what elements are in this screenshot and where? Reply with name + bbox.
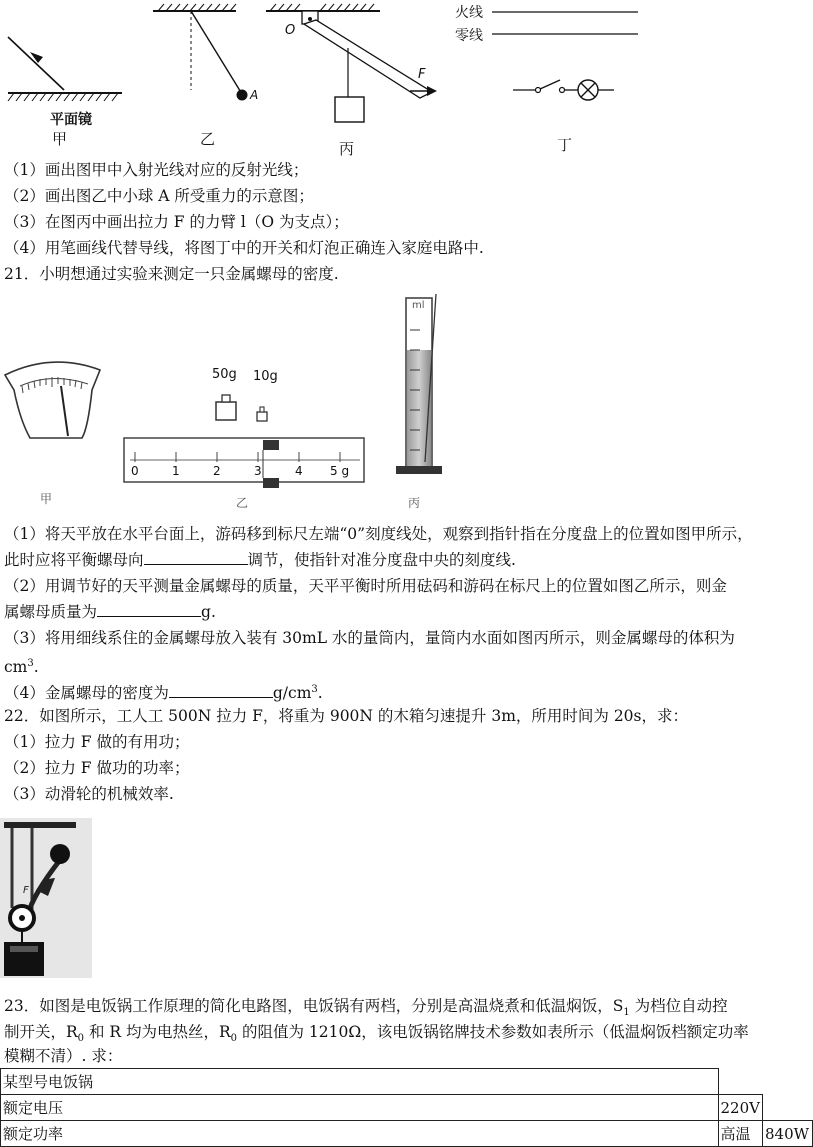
q21-p2-line-b [4, 602, 216, 622]
graduated-cylinder [396, 294, 442, 474]
q20-line-2: （2）画出图乙中小球 A 所受重力的示意图； [4, 187, 314, 205]
table-row [1, 1069, 813, 1095]
q23-l1-sub: 1 [623, 1007, 630, 1019]
figure-label-jia-21: 甲 [40, 492, 53, 506]
figure-label-jia: 甲 [52, 130, 68, 148]
scale-tick-1: 1 [172, 464, 180, 478]
direction-blank[interactable] [144, 550, 248, 565]
scale-tick-0: 0 [131, 464, 139, 478]
q21-p4-pre: （4）金属螺母的密度为 [4, 684, 169, 703]
q23-l2-sub1: 0 [77, 1033, 85, 1045]
q21-p3-unit: cm [4, 658, 28, 677]
q21-p3-sup: 3 [27, 658, 34, 669]
density-blank[interactable] [169, 683, 273, 698]
mirror-caption: 平面镜 [50, 112, 92, 128]
circuit-figure [492, 12, 638, 100]
q23-l2-c: 的阻值为 1210Ω，该电饭锅铭牌技术参数如表所示（低温焖饭档额定功率 [237, 1023, 749, 1041]
q22-line-2: （2）拉力 F 做功的功率； [4, 759, 190, 777]
q23-l1-pre: 23．如图是电饭锅工作原理的简化电路图，电饭锅有两档，分别是高温烧煮和低温焖饭，S [4, 997, 624, 1015]
voltage-value-cell: 220V [718, 1095, 762, 1121]
q23-line-3: 模糊不清）. 求： [4, 1047, 123, 1065]
power-value-cell: 840W [762, 1121, 812, 1147]
q21-p3-end: . [33, 658, 39, 677]
model-cell: 某型号电饭锅 [1, 1069, 719, 1095]
q21-p4-end: . [317, 684, 323, 703]
scale-tick-5: 5 g [330, 464, 350, 478]
q21-p4-line [4, 680, 323, 703]
q21-p1-pre: 此时应将平衡螺母向 [4, 551, 144, 569]
scale-tick-2: 2 [213, 464, 221, 478]
top-figures [0, 0, 813, 160]
live-wire-label: 火线 [455, 5, 483, 21]
q21-p4-post: g/cm [272, 684, 312, 703]
table-row [1, 1095, 813, 1121]
spec-table [0, 1068, 813, 1147]
table-row [1, 1121, 813, 1147]
figure-label-yi: 乙 [200, 130, 216, 148]
q20-line-4: （4）用笔画线代替导线，将图丁中的开关和灯泡正确连入家庭电路中. [4, 239, 484, 257]
q20-line-1: （1）画出图甲中入射光线对应的反射光线； [4, 161, 309, 179]
pulley-force-label: F [23, 885, 29, 896]
q23-l2-a: 制开关，R [4, 1023, 78, 1041]
figure-label-bing: 丙 [339, 140, 355, 158]
lever-figure [266, 4, 437, 122]
voltage-label-cell: 额定电压 [1, 1095, 719, 1121]
scale-tick-3: 3 [254, 464, 262, 478]
force-f-label: F [418, 67, 426, 82]
q22-line-1: （1）拉力 F 做的有用功； [4, 733, 190, 751]
weight-50g-label: 50g [212, 367, 237, 382]
q22-line-3: （3）动滑轮的机械效率. [4, 785, 174, 803]
figure-label-bing-21: 丙 [408, 496, 421, 510]
q20-line-3: （3）在图丙中画出拉力 F 的力臂 l（O 为支点）； [4, 213, 349, 231]
point-a-label: A [250, 88, 259, 102]
figure-label-yi-21: 乙 [236, 496, 249, 510]
mirror-figure [8, 37, 122, 101]
balance-figures [0, 290, 460, 515]
q21-p2-pre: 属螺母质量为 [4, 603, 98, 621]
pulley-photo [0, 818, 92, 978]
q23-l2-sub2: 0 [230, 1033, 238, 1045]
q21-p1-post: 调节，使指针对准分度盘中央的刻度线. [247, 551, 516, 569]
figure-label-ding: 丁 [557, 136, 573, 154]
q22-title: 22．如图所示，工人工 500N 拉力 F，将重为 900N 的木箱匀速提升 3m，所用时间为 20s，求： [4, 707, 689, 725]
scale-tick-4: 4 [295, 464, 303, 478]
q23-l1-post: 为档位自动控 [629, 997, 728, 1015]
power-mode-cell: 高温 [718, 1121, 762, 1147]
q23-l2-b: 和 R 均为电热丝，R [84, 1023, 231, 1041]
q21-p2-line-a: （2）用调节好的天平测量金属螺母的质量，天平平衡时所用砝码和游码在标尺上的位置如图乙所示，则金 [4, 577, 727, 595]
balance-dial [5, 362, 100, 438]
q21-p4-sup: 3 [311, 684, 318, 695]
power-label-cell: 额定功率 [1, 1121, 719, 1147]
q21-p1-line-a: （1）将天平放在水平台面上，游码移到标尺左端“0”刻度线处，观察到指针指在分度盘上的位置如图甲所示， [4, 525, 753, 543]
weights [216, 395, 267, 421]
q21-title: 21．小明想通过实验来测定一只金属螺母的密度. [4, 265, 339, 283]
weight-10g-label: 10g [253, 369, 278, 384]
pivot-o-label: O [285, 23, 296, 38]
mass-blank[interactable] [97, 602, 201, 617]
cylinder-unit-label: ml [412, 300, 425, 311]
neutral-wire-label: 零线 [455, 28, 483, 44]
q23-line-1 [4, 996, 728, 1023]
q21-p1-line-b [4, 550, 516, 570]
q21-p3-line-a: （3）将用细线系住的金属螺母放入装有 30mL 水的量筒内，量筒内水面如图丙所示，则金属螺母的体积为 [4, 629, 735, 647]
rider-scale [124, 438, 364, 488]
q21-p2-post: g. [201, 603, 216, 621]
pendulum-figure [153, 4, 248, 101]
q21-p3-line-b [4, 654, 39, 677]
